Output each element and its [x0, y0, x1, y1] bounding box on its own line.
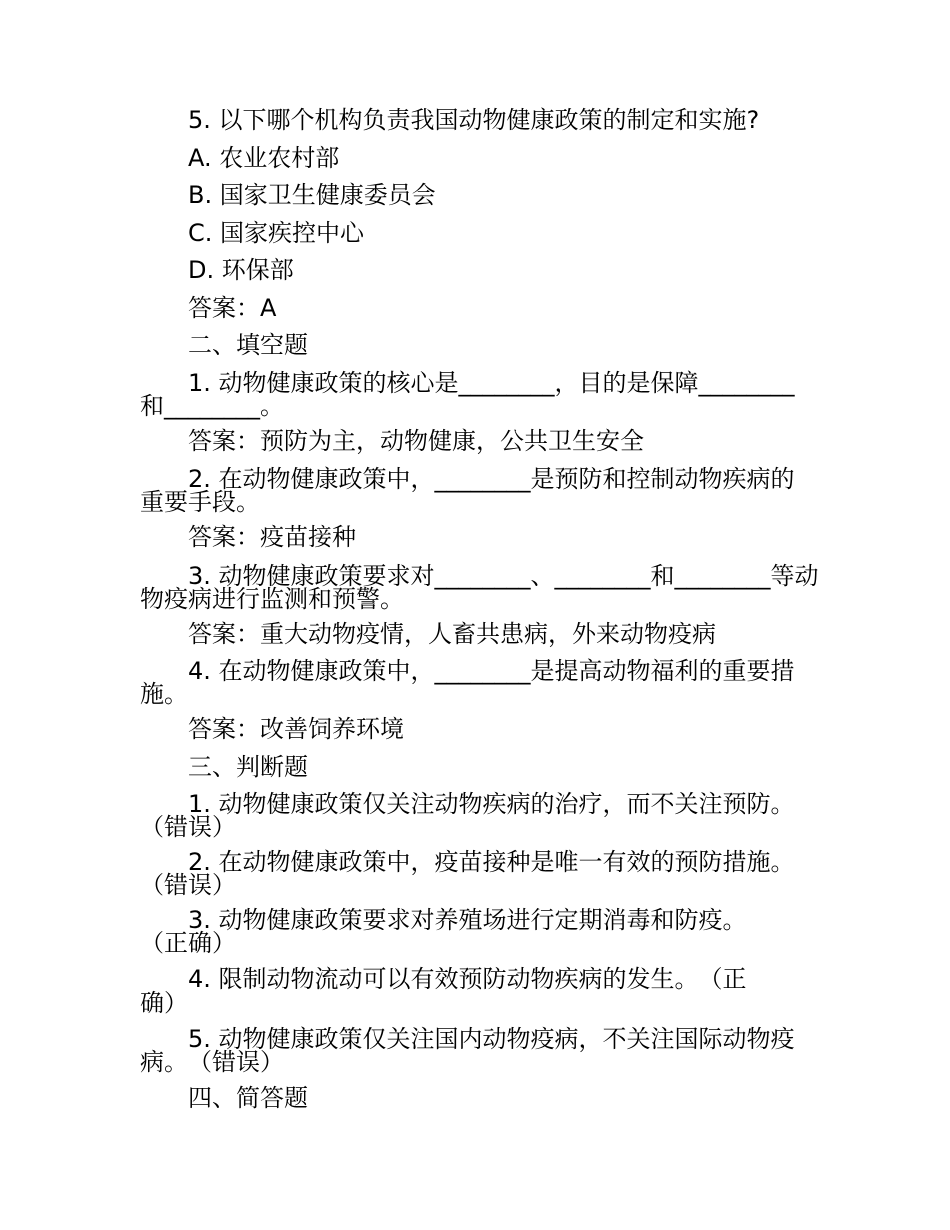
- section-heading-short: 四、简答题: [188, 1084, 308, 1112]
- fill-answer-2: 答案：疫苗接种: [188, 523, 356, 551]
- fill-answer-4: 答案：改善饲养环境: [188, 715, 404, 743]
- option-b: B. 国家卫生健康委员会: [188, 181, 436, 209]
- fill-question-3-line2: 物疫病进行监测和预警。: [140, 585, 404, 613]
- judge-question-4-line1: 4. 限制动物流动可以有效预防动物疾病的发生。 （正: [188, 965, 747, 993]
- option-c: C. 国家疾控中心: [188, 219, 365, 247]
- answer-q5: 答案：A: [188, 294, 277, 322]
- question-5: 5. 以下哪个机构负责我国动物健康政策的制定和实施?: [188, 106, 760, 134]
- judge-question-1-line1: 1. 动物健康政策仅关注动物疾病的治疗，而不关注预防。: [188, 790, 795, 818]
- fill-answer-3: 答案：重大动物疫情，人畜共患病，外来动物疫病: [188, 620, 716, 648]
- fill-question-2-line2: 重要手段。: [140, 488, 260, 516]
- judge-question-5-line1: 5. 动物健康政策仅关注国内动物疫病，不关注国际动物疫: [188, 1025, 795, 1053]
- judge-question-2-line2: （错误）: [140, 871, 236, 899]
- option-d: D. 环保部: [188, 256, 294, 284]
- judge-question-1-line2: （错误）: [140, 813, 236, 841]
- fill-answer-1: 答案：预防为主，动物健康，公共卫生安全: [188, 427, 644, 455]
- judge-question-5-line2: 病。 （错误）: [140, 1048, 284, 1076]
- fill-question-1-line1: 1. 动物健康政策的核心是________，目的是保障________: [188, 369, 795, 397]
- section-heading-fill: 二、填空题: [188, 331, 308, 359]
- fill-question-4-line1: 4. 在动物健康政策中，________是提高动物福利的重要措: [188, 657, 795, 685]
- option-a: A. 农业农村部: [188, 144, 340, 172]
- fill-question-3-line1: 3. 动物健康政策要求对________、________和________等动: [188, 562, 819, 590]
- fill-question-4-line2: 施。: [140, 680, 188, 708]
- fill-question-2-line1: 2. 在动物健康政策中，________是预防和控制动物疾病的: [188, 465, 795, 493]
- judge-question-3-line1: 3. 动物健康政策要求对养殖场进行定期消毒和防疫。: [188, 906, 747, 934]
- judge-question-3-line2: （正确）: [140, 929, 236, 957]
- judge-question-2-line1: 2. 在动物健康政策中，疫苗接种是唯一有效的预防措施。: [188, 848, 795, 876]
- section-heading-judge: 三、判断题: [188, 753, 308, 781]
- fill-question-1-line2: 和________。: [140, 392, 284, 420]
- judge-question-4-line2: 确）: [140, 989, 188, 1017]
